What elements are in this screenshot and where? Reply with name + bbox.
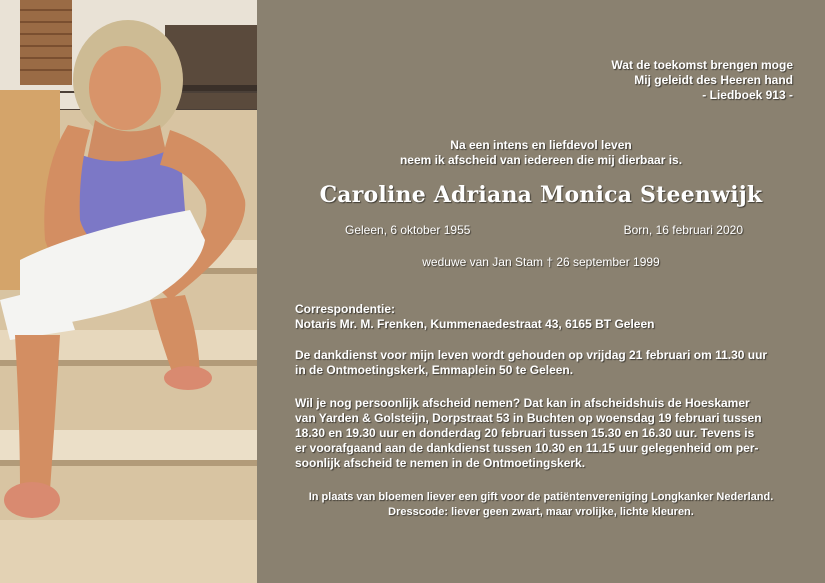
farewell-line: van Yarden & Golsteijn, Dorpstraat 53 in Buchten op woensdag 19 februari tussen (295, 411, 762, 425)
service-line: in de Ontmoetingskerk, Emmaplein 50 te Geleen. (295, 363, 574, 377)
deceased-name: Caroline Adriana Monica Steenwijk (319, 182, 763, 208)
verse-line: Mij geleidt des Heeren hand (634, 73, 793, 87)
intro-text (257, 138, 825, 168)
verse-quote (611, 58, 793, 103)
farewell-line: 18.30 en 19.30 uur en donderdag 20 februari tussen 15.30 en 16.30 uur. Tevens is (295, 426, 755, 440)
portrait-illustration (0, 0, 257, 583)
widow-info: weduwe van Jan Stam † 26 september 1999 (422, 255, 660, 269)
portrait-photo (0, 0, 257, 583)
death-info: Born, 16 februari 2020 (623, 223, 743, 237)
flowers-note (257, 490, 825, 520)
farewell-line: soonlijk afscheid te nemen in de Ontmoetingskerk. (295, 456, 586, 470)
correspondence-address: Notaris Mr. M. Frenken, Kummenaedestraat 43, 6165 BT Geleen (295, 317, 655, 331)
intro-line: Na een intens en liefdevol leven (450, 138, 632, 152)
verse-line: Wat de toekomst brengen moge (611, 58, 793, 72)
farewell-line: er voorafgaand aan de dankdienst tussen 10.30 en 11.15 uur gelegenheid om per- (295, 441, 759, 455)
obituary-panel (257, 0, 825, 583)
birth-info: Geleen, 6 oktober 1955 (345, 223, 471, 237)
flowers-line: In plaats van bloemen liever een gift voor de patiëntenvereniging Longkanker Nederland. (308, 491, 774, 503)
farewell-block (295, 396, 795, 471)
intro-line: neem ik afscheid van iedereen die mij dierbaar is. (399, 153, 683, 167)
farewell-line: Wil je nog persoonlijk afscheid nemen? Dat kan in afscheidshuis de Hoeskamer (295, 396, 750, 410)
correspondence-label: Correspondentie: (295, 302, 396, 316)
service-block (295, 348, 795, 378)
service-line: De dankdienst voor mijn leven wordt gehouden op vrijdag 21 februari om 11.30 uur (295, 348, 768, 362)
correspondence-block (295, 302, 795, 332)
dresscode-line: Dresscode: liever geen zwart, maar vrolijke, lichte kleuren. (388, 506, 694, 518)
verse-source: - Liedboek 913 - (702, 88, 793, 102)
